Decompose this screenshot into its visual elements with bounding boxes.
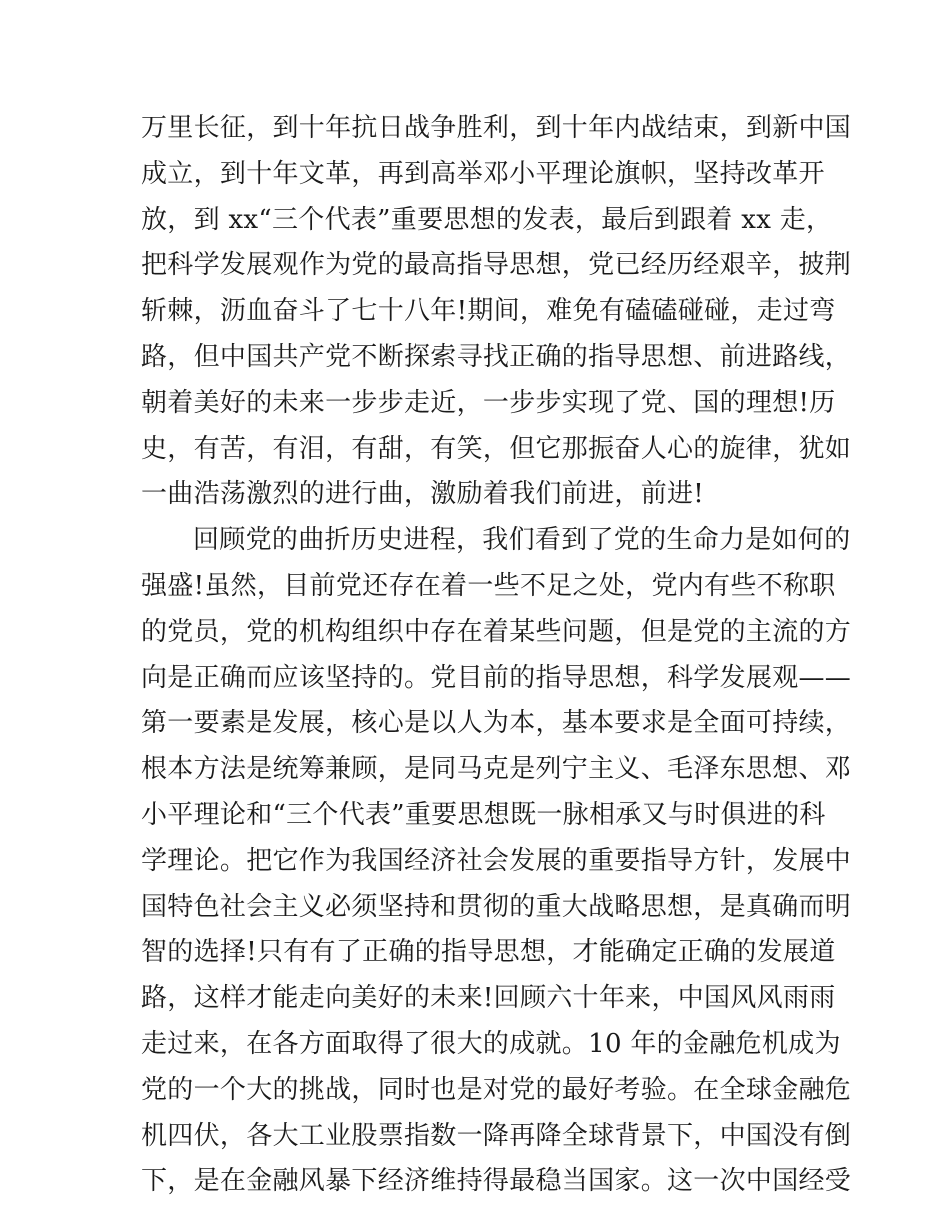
- text-line: 史，有苦，有泪，有甜，有笑，但它那振奋人心的旋律，犹如: [141, 433, 852, 464]
- text-line: 朝着美好的未来一步步走近，一步步实现了党、国的理想!历: [141, 387, 836, 418]
- text-line: 党的一个大的挑战，同时也是对党的最好考验。在全球金融危: [141, 1074, 852, 1105]
- text-line: 向是正确而应该坚持的。党目前的指导思想，科学发展观——: [141, 662, 852, 693]
- text-line: 机四伏，各大工业股票指数一降再降全球背景下，中国没有倒: [141, 1120, 852, 1151]
- text-line: 下，是在金融风暴下经济维持得最稳当国家。这一次中国经受: [141, 1166, 852, 1197]
- text-line: 走过来，在各方面取得了很大的成就。10 年的金融危机成为: [141, 1028, 841, 1059]
- text-line: 放，到 xx“三个代表”重要思想的发表，最后到跟着 xx 走，: [141, 204, 833, 235]
- text-line: 把科学发展观作为党的最高指导思想，党已经历经艰辛，披荆: [141, 250, 852, 281]
- text-line: 斩棘，沥血奋斗了七十八年!期间，难免有磕磕碰碰，走过弯: [141, 296, 836, 327]
- text-line: 小平理论和“三个代表”重要思想既一脉相承又与时俱进的科: [141, 799, 826, 830]
- text-line: 学理论。把它作为我国经济社会发展的重要指导方针，发展中: [141, 845, 852, 876]
- text-line: 的党员，党的机构组织中存在着某些问题，但是党的主流的方: [141, 616, 852, 647]
- text-line: 根本方法是统筹兼顾，是同马克是列宁主义、毛泽东思想、邓: [141, 754, 852, 785]
- text-line: 第一要素是发展，核心是以人为本，基本要求是全面可持续，: [141, 708, 852, 739]
- text-line: 路，这样才能走向美好的未来!回顾六十年来，中国风风雨雨: [141, 983, 836, 1014]
- text-line: 成立，到十年文革，再到高举邓小平理论旗帜，坚持改革开: [141, 158, 825, 189]
- paragraph-first-line: 回顾党的曲折历史进程，我们看到了党的生命力是如何的: [193, 525, 851, 556]
- text-line: 路，但中国共产党不断探索寻找正确的指导思想、前进路线，: [141, 341, 852, 372]
- text-line: 智的选择!只有有了正确的指导思想，才能确定正确的发展道: [141, 937, 836, 968]
- text-line: 国特色社会主义必须坚持和贯彻的重大战略思想，是真确而明: [141, 891, 852, 922]
- document-body: [141, 106, 852, 1205]
- text-line: 强盛!虽然，目前党还存在着一些不足之处，党内有些不称职: [141, 570, 836, 601]
- text-line: 一曲浩荡激烈的进行曲，激励着我们前进，前进!: [141, 479, 705, 510]
- text-line: 万里长征，到十年抗日战争胜利，到十年内战结束，到新中国: [141, 113, 852, 143]
